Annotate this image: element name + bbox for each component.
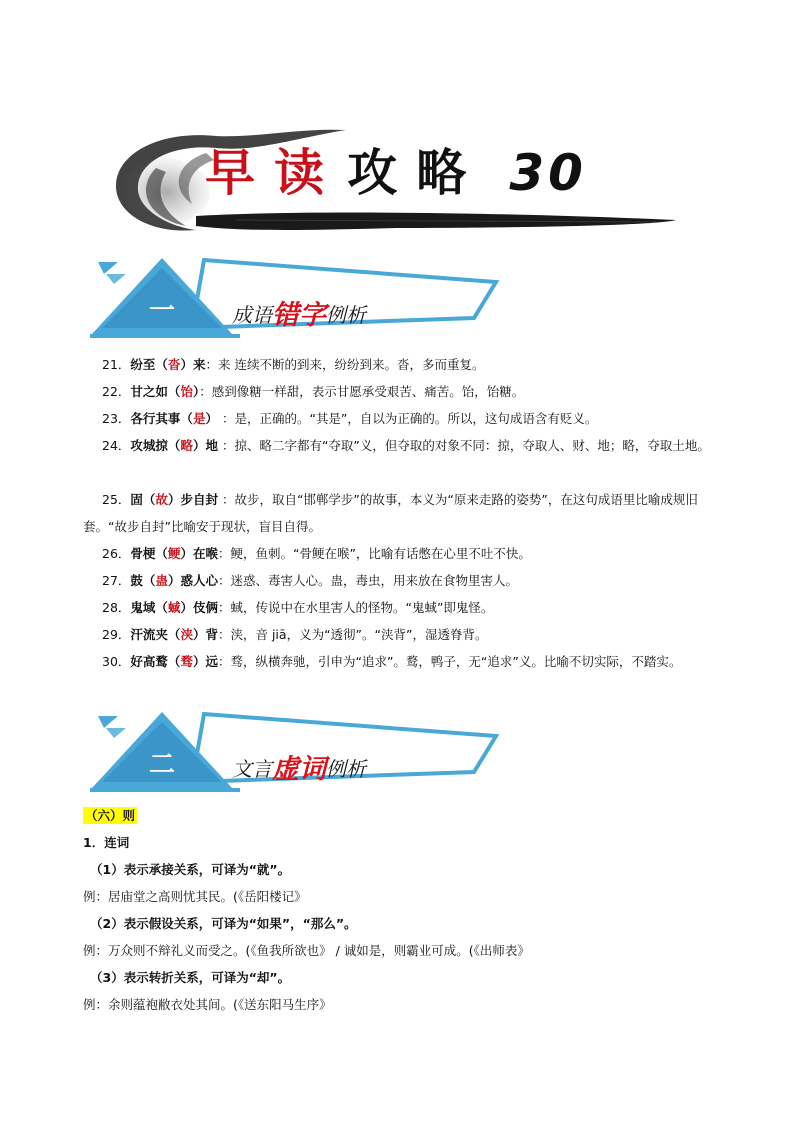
usage-example: 例：余则蕴袍敝衣处其间。(《送东阳马生序》	[83, 997, 332, 1012]
section-title-part: 文言	[232, 757, 272, 781]
title-char: 早	[205, 143, 255, 202]
usage-rule: （3）表示转折关系，可译为“却”。	[90, 970, 291, 985]
section-title-part: 成语	[232, 303, 272, 327]
usage-example: 例：居庙堂之高则忧其民。(《岳阳楼记》	[83, 889, 307, 904]
section-title-part: 例析	[326, 757, 366, 781]
section-title	[232, 291, 366, 330]
section-header-idiom	[84, 258, 504, 342]
idiom-item: 26．骨梗（鲠）在喉：鲠，鱼刺。“骨鲠在喉”，比喻有话憋在心里不吐不快。	[102, 546, 531, 561]
subsection-tag: （六）则	[85, 808, 136, 823]
usage-rule: （2）表示假设关系，可译为“如果”，“那么”。	[90, 916, 357, 931]
idiom-item: 29．汗流夹（浃）背：浃，音 jiā，义为“透彻”。“浃背”，湿透脊背。	[102, 627, 488, 642]
idiom-item: 22．甘之如（饴）：感到像糖一样甜，表示甘愿承受艰苦、痛苦。饴，饴糖。	[102, 384, 525, 399]
section-title-highlight: 错字	[272, 300, 326, 331]
idiom-item: 24．攻城掠（略）地 ：掠、略二字都有“夺取”义，但夺取的对象不同：掠，夺取人、财、地；略，夺取土地。	[102, 438, 710, 453]
title-char: 略	[416, 143, 467, 202]
idiom-item: 28．鬼域（蜮）伎俩：蜮，传说中在水里害人的怪物。“鬼蜮”即鬼怪。	[102, 600, 494, 615]
section-number: 二	[148, 750, 177, 780]
idiom-item: 27．鼓（蛊）惑人心：迷惑、毒害人心。蛊，毒虫，用来放在食物里害人。	[102, 573, 518, 588]
subsection-heading: 1．连词	[83, 835, 130, 850]
usage-example: 例：万众则不辩礼义而受之。(《鱼我所欲也》 / 诚如是，则霸业可成。(《出师表》	[83, 943, 530, 958]
section-title-part: 例析	[326, 303, 366, 327]
title-char: 读	[274, 143, 325, 202]
idiom-item: 30．好高鹜（骛）远：骛，纵横奔驰，引申为“追求”。鹜，鸭子，无“追求”义。比喻不切实际，不踏实。	[102, 654, 682, 669]
idiom-item: 23．各行其事（是） ：是，正确的。“其是”，自以为正确的。所以，这句成语含有贬义。	[102, 411, 598, 426]
section-number: 一	[148, 296, 177, 326]
section-title	[232, 745, 366, 784]
title-number: 30	[509, 144, 587, 202]
page-title	[205, 140, 587, 210]
title-banner	[96, 108, 686, 248]
idiom-item: 21．纷至（沓）来：来 连续不断的到来，纷纷到来。沓，多而重复。	[102, 357, 485, 372]
usage-rule: （1）表示承接关系，可译为“就”。	[90, 862, 291, 877]
section-title-highlight: 虚词	[272, 754, 326, 785]
section-header-classical	[84, 712, 504, 796]
title-char: 攻	[347, 143, 398, 202]
idiom-item: 25．固（故）步自封 ：故步，取自“邯郸学步”的故事，本义为“原来走路的姿势”，在这句成语里比喻成规旧套。“故步自封”比喻安于现状，盲目自得。	[83, 492, 698, 534]
